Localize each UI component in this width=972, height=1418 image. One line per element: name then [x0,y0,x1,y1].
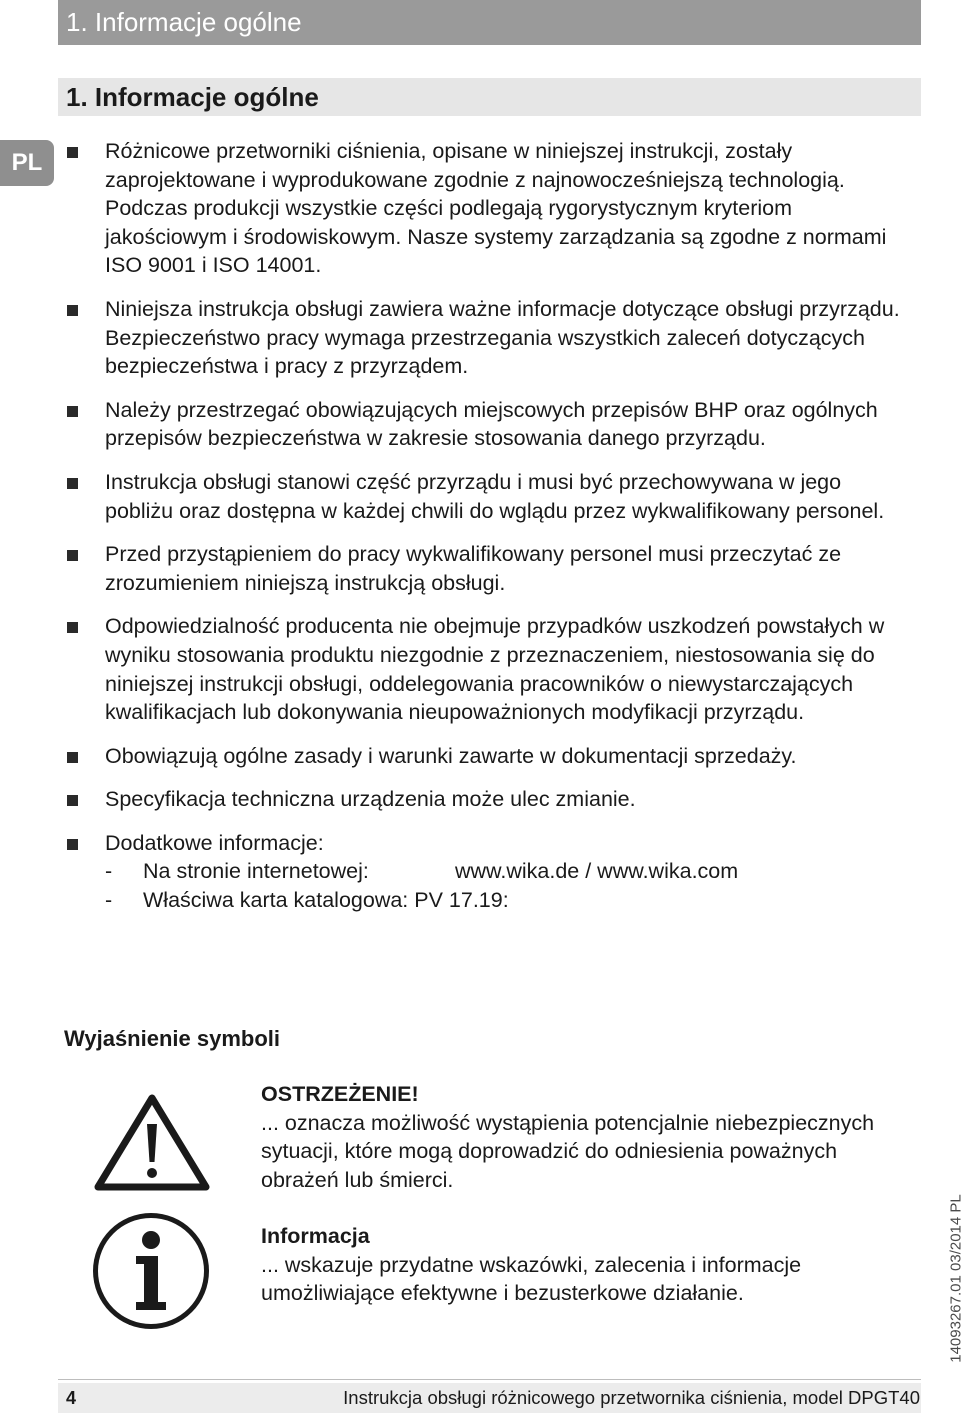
bullet-square-icon [67,752,78,763]
list-item [64,396,914,453]
list-item-text: Obowiązują ogólne zasady i warunki zawarte w dokumentacji sprzedaży. [105,743,797,768]
warning-description [261,1080,901,1194]
document-code [922,1190,972,1370]
bullet-square-icon [67,478,78,489]
list-item [64,540,914,597]
info-description [261,1222,901,1308]
bullet-square-icon [67,839,78,850]
website-value[interactable]: www.wika.de / www.wika.com [455,859,739,884]
website-label: Na stronie internetowej: [143,859,369,884]
bullet-square-icon [67,622,78,633]
datasheet-value: PV 17.19: [414,888,509,913]
list-item-text: Przed przystąpieniem do pracy wykwalifikowany personel musi przeczytać ze zrozumieniem niniejszą instrukcją obsługi. [105,542,842,595]
list-item [64,468,914,525]
info-title: Informacja [261,1224,370,1248]
bullet-square-icon [67,550,78,561]
list-item [64,295,914,381]
list-item [64,612,914,726]
language-tab: PL [0,140,54,186]
information-icon [90,1210,212,1332]
bullet-square-icon [67,305,78,316]
chapter-header-title: 1. Informacje ogólne [66,7,302,37]
list-item [64,785,914,814]
footer-divider [58,1379,921,1380]
dash: - [105,888,113,913]
datasheet-line [105,886,914,915]
list-item-text: Odpowiedzialność producenta nie obejmuje przypadków uszkodzeń powstałych w wyniku stosowania produktu niezgodnie z przeznaczeniem, niestosowania się do niniejszej instrukcji obsługi, oddelegowania pracowników o niewystarczających kwalifikacjach lub dokonywania nieupoważnionych modyfikacji przyrządu. [105,614,885,725]
bullet-list [64,137,914,930]
symbols-heading: Wyjaśnienie symboli [64,1026,281,1051]
datasheet-label: Właściwa karta katalogowa: [143,888,409,913]
bullet-square-icon [67,406,78,417]
dash: - [105,859,113,884]
list-item-text: Instrukcja obsługi stanowi część przyrządu i musi być przechowywana w jego pobliżu oraz dostępna w każdej chwili do wglądu przez wykwalifikowany personel. [105,469,885,523]
warning-triangle-icon [92,1092,212,1192]
info-text: ... wskazuje przydatne wskazówki, zalecenia i informacje umożliwiające efektywne i bezusterkowe działanie. [261,1252,802,1306]
list-item-text: Należy przestrzegać obowiązujących miejscowych przepisów BHP oraz ogólnych przepisów bezpieczeństwa w zakresie stosowania danego przyrządu. [105,397,878,451]
bullet-square-icon [67,147,78,158]
document-code-text: 14093267.01 03/2014 PL [947,1194,965,1363]
additional-info-label: Dodatkowe informacje: [105,830,324,855]
list-item-text: Niniejsza instrukcja obsługi zawiera ważne informacje dotyczące obsługi przyrządu. Bezpieczeństwo pracy wymaga przestrzegania wszystkich zaleceń dotyczących bezpieczeństwa i pracy z przyrządem. [105,296,900,379]
additional-info-item [64,829,914,915]
list-item-text: Specyfikacja techniczna urządzenia może ulec zmianie. [105,787,636,812]
list-item [64,137,914,280]
warning-title: OSTRZEŻENIE! [261,1082,419,1106]
list-item [64,742,914,771]
chapter-header-bar [58,0,921,45]
website-line [105,857,914,886]
footer-title: Instrukcja obsługi różnicowego przetwornika ciśnienia, model DPGT40 [343,1387,920,1408]
page-number: 4 [66,1388,77,1408]
section-title [58,78,921,116]
warning-text: ... oznacza możliwość wystąpienia potencjalnie niebezpiecznych sytuacji, które mogą doprowadzić do odniesienia poważnych obrażeń lub śmierci. [261,1110,875,1192]
section-title-text: 1. Informacje ogólne [66,82,319,112]
list-item-text: Różnicowe przetworniki ciśnienia, opisane w niniejszej instrukcji, zostały zaprojektowane i wyprodukowane zgodnie z najnowocześniejszą technologią. Podczas produkcji wszystkie części podlegają rygorystycznym kryteriom jakościowym i środowiskowym. Nasze systemy zarządzania są zgodne z normami ISO 9001 i ISO 14001. [105,139,887,278]
bullet-square-icon [67,795,78,806]
